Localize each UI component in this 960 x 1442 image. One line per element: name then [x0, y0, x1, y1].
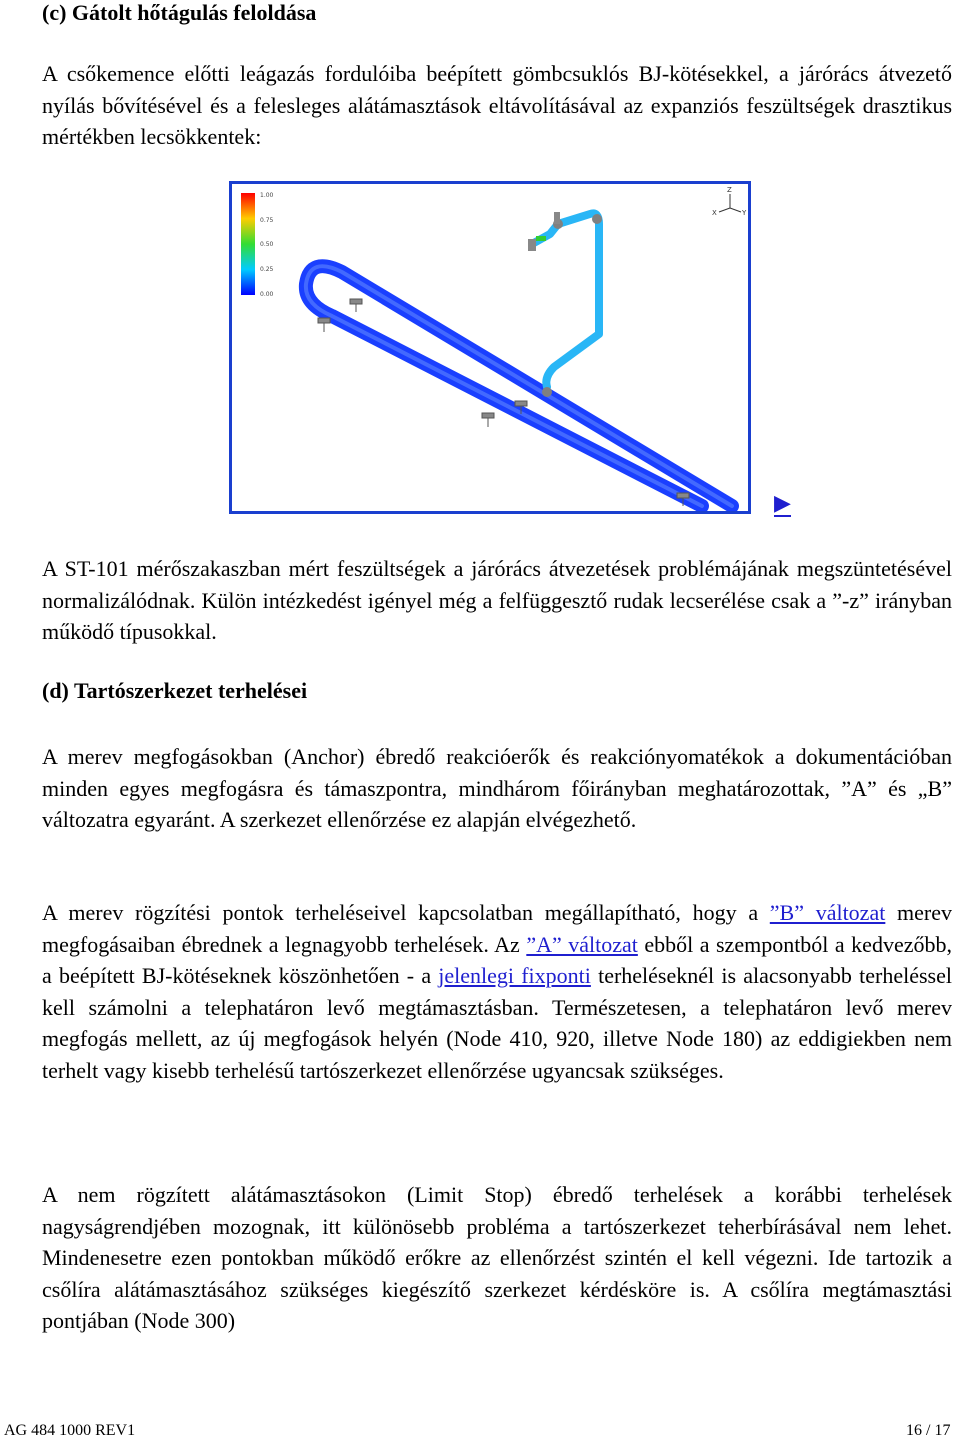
variant-a-link[interactable]: ”A” változat: [526, 931, 638, 957]
p2-text: A merev rögzítési pontok terheléseivel kapcsolatban megállapítható, hogy a: [42, 900, 770, 925]
colorbar-tick: 0.75: [260, 217, 274, 224]
next-arrow-icon[interactable]: ▶: [774, 491, 791, 516]
p2-text: merev megfogásaiban ébrednek a legnagyobb terhelések. Az: [42, 900, 953, 957]
axis-triad-icon: [712, 186, 747, 217]
colorbar-tick: 0.50: [260, 241, 274, 248]
colorbar-tick: 0.00: [260, 291, 274, 298]
section-d-paragraph-3: A nem rögzített alátámasztásokon (Limit Stop) ébredő terhelések a korábbi terhelések nagyságrendjében mozognak, itt különösebb probléma a tartószerkezet teherbírásával nem lehet. Mindenesetre ezen pontokban működő erőkre az ellenőrzést szintén el kell végezni. Ide tartozik a csőlíra alátámasztásához szükséges kiegészítő szerkezet kérdésköre is. A csőlíra megtámasztási pontjában (Node 300): [42, 1182, 952, 1333]
pipe-stress-diagram: [232, 184, 748, 511]
section-c-heading: (c) Gátolt hőtágulás feloldása: [42, 0, 317, 25]
pipe-riser: [528, 212, 602, 397]
pipe-loop: [306, 266, 732, 506]
p2-text: ebből a szempontból a kedvezőbb, a beépített BJ-kötéseknek köszönhetően - a: [42, 931, 952, 988]
section-d-heading: (d) Tartószerkezet terhelései: [42, 678, 308, 703]
colorbar-tick: 1.00: [260, 192, 274, 199]
stress-figure: [229, 181, 751, 514]
axis-z-label: Z: [727, 186, 732, 194]
colorbar: [241, 193, 255, 295]
variant-b-link[interactable]: ”B” változat: [769, 900, 886, 925]
footer-doc-id: AG 484 1000 REV1: [4, 1422, 136, 1439]
section-d-paragraph-2: [42, 897, 952, 1086]
axis-y-label: Y: [742, 209, 747, 217]
axis-x-label: X: [712, 209, 717, 217]
fixpoint-link[interactable]: jelenlegi fixponti: [438, 963, 591, 988]
section-d-paragraph-1: A merev megfogásokban (Anchor) ébredő reakcióerők és reakciónyomatékok a dokumentációban minden egyes megfogásra és támaszpontra, mindhárom főirányban meghatározottak, ”A” és „B” változatra egyaránt. A szerkezet ellenőrzése ez alapján elvégezhető.: [42, 744, 952, 832]
colorbar-tick: 0.25: [260, 266, 274, 273]
footer-page-number: 16 / 17: [906, 1422, 951, 1439]
section-c-after-figure: A ST-101 mérőszakaszban mért feszültségek a járórács átvezetések problémájának megszüntetésével normalizálódnak. Külön intézkedést igényel még a felfüggesztő rudak lecserélése csak a ”-z” irányban működő típusokkal.: [42, 556, 952, 644]
p2-text: terheléseknél is alacsonyabb terheléssel kell számolni a telephatáron levő megtámasztásban. Természetesen, a telephatáron levő merev megfogás mellett, az új megfogások helyén (Node 410, 920, illetve Node 180) az eddigiekben nem terhelt vagy kisebb terhelésű tartószerkezet ellenőrzése ugyancsak szükséges.: [42, 963, 952, 1083]
section-c-intro: A csőkemence előtti leágazás fordulóiba beépített gömbcsuklós BJ-kötésekkel, a járórács átvezető nyílás bővítésével és a felesleges alátámasztások eltávolításával az expanziós feszültségek drasztikus mértékben lecsökkentek:: [42, 61, 952, 149]
